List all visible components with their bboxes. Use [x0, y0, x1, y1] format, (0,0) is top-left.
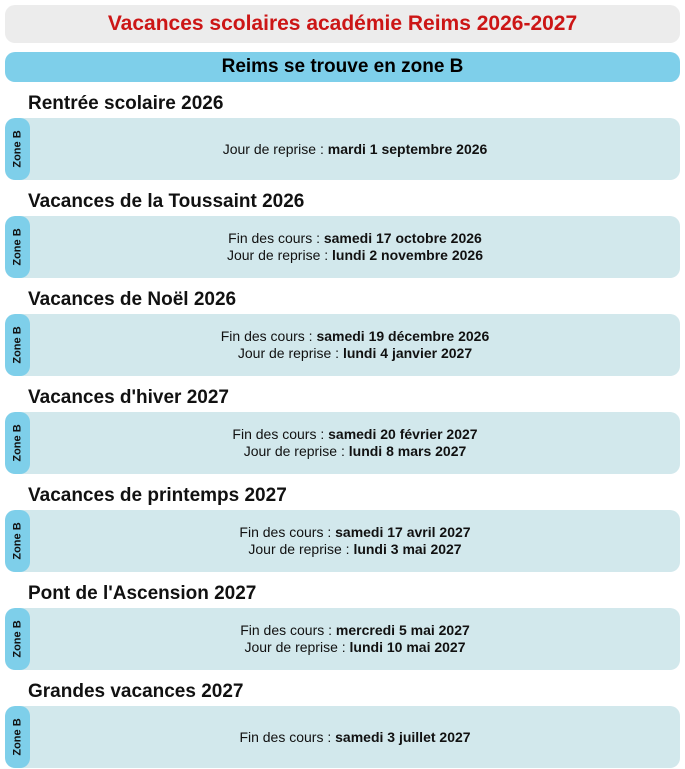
date-line	[221, 328, 489, 345]
date-value: lundi 8 mars 2027	[348, 443, 467, 459]
section-title: Vacances d'hiver 2027	[28, 387, 229, 408]
date-value: lundi 10 mai 2027	[349, 639, 466, 655]
date-line	[244, 639, 465, 656]
holiday-card	[5, 706, 680, 768]
holiday-card	[5, 608, 680, 670]
date-label: Jour de reprise :	[226, 247, 333, 263]
section-title: Pont de l'Ascension 2027	[28, 583, 257, 604]
zone-banner-text: Reims se trouve en zone B	[221, 56, 464, 77]
card-body	[30, 216, 680, 278]
date-value: samedi 20 février 2027	[328, 426, 478, 442]
zone-tab-label: Zone B	[11, 424, 24, 462]
date-value: samedi 17 avril 2027	[335, 524, 471, 540]
zone-tab-label: Zone B	[11, 620, 24, 658]
date-value: samedi 17 octobre 2026	[323, 230, 482, 246]
card-body	[30, 118, 680, 180]
card-body	[30, 314, 680, 376]
holiday-card	[5, 412, 680, 474]
card-body	[30, 510, 680, 572]
holiday-section	[5, 286, 680, 384]
holiday-section	[5, 482, 680, 580]
page-title: Vacances scolaires académie Reims 2026-2027	[107, 12, 578, 35]
zone-banner	[5, 52, 680, 82]
zone-tab-label: Zone B	[11, 326, 24, 364]
title-banner	[5, 5, 680, 43]
card-body	[30, 706, 680, 768]
zone-tab	[5, 412, 30, 474]
date-value: lundi 2 novembre 2026	[332, 247, 483, 263]
date-line	[227, 247, 483, 264]
holiday-card	[5, 216, 680, 278]
date-label: Fin des cours :	[239, 524, 336, 540]
holiday-section	[5, 188, 680, 286]
holiday-section	[5, 90, 680, 188]
card-body	[30, 608, 680, 670]
date-line	[232, 426, 477, 443]
date-label: Jour de reprise :	[248, 541, 354, 557]
date-label: Fin des cours :	[232, 426, 329, 442]
holiday-card	[5, 314, 680, 376]
section-title: Vacances de la Toussaint 2026	[28, 191, 305, 212]
date-line	[244, 443, 467, 460]
zone-tab-label: Zone B	[11, 718, 24, 756]
zone-tab	[5, 608, 30, 670]
date-value: lundi 4 janvier 2027	[342, 345, 473, 361]
date-label: Fin des cours :	[220, 328, 317, 344]
zone-tab	[5, 216, 30, 278]
holiday-section	[5, 384, 680, 482]
holiday-card	[5, 118, 680, 180]
date-line	[248, 541, 461, 558]
date-line	[228, 230, 482, 247]
zone-tab	[5, 314, 30, 376]
date-label: Fin des cours :	[240, 622, 336, 638]
section-title: Rentrée scolaire 2026	[28, 93, 224, 114]
date-label: Fin des cours :	[239, 728, 336, 745]
date-value: samedi 19 décembre 2026	[316, 328, 490, 344]
date-label: Fin des cours :	[228, 230, 324, 246]
date-label: Jour de reprise :	[244, 639, 350, 655]
date-label: Jour de reprise :	[243, 443, 349, 459]
section-title: Vacances de Noël 2026	[28, 289, 237, 310]
date-value: samedi 3 juillet 2027	[335, 728, 471, 745]
zone-tab	[5, 118, 30, 180]
date-line	[239, 729, 470, 746]
date-value: mardi 1 septembre 2026	[327, 140, 488, 157]
date-label: Jour de reprise :	[237, 345, 343, 361]
date-line	[223, 141, 488, 158]
date-line	[238, 345, 472, 362]
holiday-sections	[5, 90, 680, 769]
zone-tab	[5, 706, 30, 768]
date-value: lundi 3 mai 2027	[353, 541, 462, 557]
date-line	[240, 622, 470, 639]
holiday-section	[5, 678, 680, 769]
zone-tab-label: Zone B	[11, 130, 24, 168]
section-title: Grandes vacances 2027	[28, 681, 244, 702]
holiday-card	[5, 510, 680, 572]
date-line	[239, 524, 470, 541]
holiday-section	[5, 580, 680, 678]
zone-tab-label: Zone B	[11, 522, 24, 560]
zone-tab	[5, 510, 30, 572]
date-value: mercredi 5 mai 2027	[335, 622, 470, 638]
date-label: Jour de reprise :	[222, 140, 328, 157]
section-title: Vacances de printemps 2027	[28, 485, 287, 506]
card-body	[30, 412, 680, 474]
zone-tab-label: Zone B	[11, 228, 24, 266]
